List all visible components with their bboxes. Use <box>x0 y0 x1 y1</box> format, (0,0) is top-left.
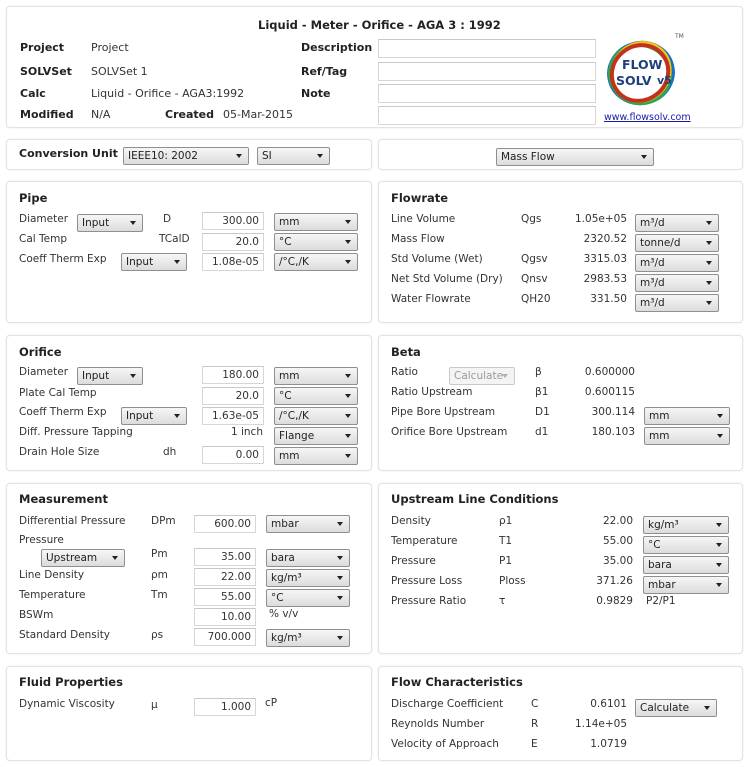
upstream-value: 35.00 <box>602 555 633 567</box>
orifice-caltemp-unit-value: °C <box>279 390 292 402</box>
chevron-down-icon <box>345 454 351 458</box>
orifice-caltemp-input[interactable]: 20.0 <box>202 387 264 405</box>
project-label: Project <box>20 41 65 54</box>
reynolds-value: 1.14e+05 <box>575 718 627 730</box>
unit-system-select[interactable] <box>257 147 330 165</box>
pipe-caltemp-label: Cal Temp <box>19 233 68 245</box>
standard-density-unit-select[interactable] <box>266 629 350 647</box>
discharge-coeff-symbol: C <box>531 698 539 710</box>
flowrate-value: 2983.53 <box>583 273 627 285</box>
upstream-unit-value: °C <box>648 539 661 551</box>
reftag-label: Ref/Tag <box>301 65 348 78</box>
orifice-title: Orifice <box>19 345 62 359</box>
orifice-diameter-input[interactable]: 180.00 <box>202 366 264 384</box>
temperature-unit-select[interactable] <box>266 589 350 607</box>
chevron-down-icon <box>174 260 180 264</box>
viscosity-label: Dynamic Viscosity <box>19 698 115 710</box>
upstream-label: Pressure Loss <box>391 575 463 587</box>
chevron-down-icon <box>345 434 351 438</box>
velocity-approach-value: 1.0719 <box>590 738 627 750</box>
pipe-caltemp-unit-select[interactable] <box>274 233 358 251</box>
flowrate-unit-select[interactable] <box>635 254 719 272</box>
viscosity-input[interactable]: 1.000 <box>194 698 256 716</box>
description-label: Description <box>301 41 373 54</box>
pressure-location-select[interactable] <box>41 549 125 567</box>
upstream-symbol: P1 <box>499 555 513 567</box>
flowrate-unit-value: m³/d <box>640 257 665 269</box>
velocity-approach-symbol: E <box>531 738 538 750</box>
line-density-unit-value: kg/m³ <box>271 572 302 584</box>
orifice-drainhole-unit-value: mm <box>279 450 300 462</box>
beta-ratio-value: 0.600000 <box>584 366 635 378</box>
reynolds-label: Reynolds Number <box>391 718 485 730</box>
chevron-down-icon <box>345 260 351 264</box>
chevron-down-icon <box>716 523 722 527</box>
line-density-input[interactable]: 22.00 <box>194 568 256 586</box>
orifice-tapping-label: Diff. Pressure Tapping <box>19 426 133 438</box>
solvset-value: SOLVSet 1 <box>91 65 148 78</box>
flowrate-unit-value: tonne/d <box>640 237 681 249</box>
flow-mode-panel <box>378 139 743 170</box>
upstream-value: 55.00 <box>602 535 633 547</box>
discharge-coeff-value: 0.6101 <box>590 698 627 710</box>
diff-pressure-symbol: DPm <box>151 515 176 527</box>
flowrate-unit-select[interactable] <box>635 234 719 252</box>
orifice-panel <box>6 335 372 471</box>
beta-ratio-upstream-value: 0.600115 <box>584 386 635 398</box>
beta-panel <box>378 335 743 471</box>
chevron-down-icon <box>345 374 351 378</box>
chevron-down-icon <box>641 155 647 159</box>
pipe-coeff-mode-value: Input <box>126 256 154 268</box>
chevron-down-icon <box>236 154 242 158</box>
flowrate-label: Mass Flow <box>391 233 445 245</box>
pipe-bore-upstream-label: Pipe Bore Upstream <box>391 406 496 418</box>
line-density-label: Line Density <box>19 569 85 581</box>
discharge-coeff-label: Discharge Coefficient <box>391 698 504 710</box>
upstream-value: 0.9829 <box>596 595 633 607</box>
upstream-unit-select[interactable] <box>643 536 729 554</box>
flowrate-unit-select[interactable] <box>635 274 719 292</box>
pipe-coeff-mode-select[interactable] <box>121 253 187 271</box>
upstream-symbol: Ploss <box>499 575 526 587</box>
orifice-drainhole-input[interactable]: 0.00 <box>202 446 264 464</box>
standard-density-label: Standard Density <box>19 629 111 641</box>
flowrate-unit-value: m³/d <box>640 297 665 309</box>
pipe-bore-upstream-symbol: D1 <box>535 406 550 418</box>
flowchar-title: Flow Characteristics <box>391 675 523 689</box>
chevron-down-icon <box>130 374 136 378</box>
orifice-bore-upstream-label: Orifice Bore Upstream <box>391 426 508 438</box>
conversion-panel <box>6 139 372 170</box>
orifice-diameter-label: Diameter <box>19 366 69 378</box>
upstream-unit-value: bara <box>648 559 672 571</box>
chevron-down-icon <box>704 706 710 710</box>
upstream-value: 22.00 <box>602 515 633 527</box>
viscosity-symbol: μ <box>151 699 158 711</box>
flowrate-value: 3315.03 <box>583 253 627 265</box>
upstream-unit-value: kg/m³ <box>648 519 679 531</box>
upstream-unit-select[interactable] <box>643 516 729 534</box>
orifice-caltemp-label: Plate Cal Temp <box>19 387 97 399</box>
orifice-coeff-label: Coeff Therm Exp <box>19 406 107 418</box>
reftag-input[interactable] <box>378 62 596 81</box>
modified-value: N/A <box>91 108 111 121</box>
flow-mode-select[interactable] <box>496 148 654 166</box>
pipe-diameter-input[interactable]: 300.00 <box>202 212 264 230</box>
discharge-coeff-mode-select[interactable] <box>635 699 717 717</box>
pipe-caltemp-input[interactable]: 20.0 <box>202 233 264 251</box>
diff-pressure-input[interactable]: 600.00 <box>194 515 256 533</box>
chevron-down-icon <box>706 301 712 305</box>
pipe-coeff-label: Coeff Therm Exp <box>19 253 107 265</box>
orifice-diameter-mode-select[interactable] <box>77 367 143 385</box>
beta-title: Beta <box>391 345 421 359</box>
diff-pressure-unit-value: mbar <box>271 518 299 530</box>
reynolds-symbol: R <box>531 718 539 730</box>
upstream-label: Temperature <box>391 535 458 547</box>
orifice-coeff-unit-value: /°C,/K <box>279 410 309 422</box>
flowrate-unit-select[interactable] <box>635 294 719 312</box>
chevron-down-icon <box>337 556 343 560</box>
chevron-down-icon <box>130 221 136 225</box>
orifice-tapping-select-value: Flange <box>279 430 315 442</box>
chevron-down-icon <box>706 241 712 245</box>
pressure-label: Pressure <box>19 534 64 546</box>
pressure-input[interactable]: 35.00 <box>194 548 256 566</box>
chevron-down-icon <box>716 563 722 567</box>
diff-pressure-label: Differential Pressure <box>19 515 126 527</box>
flowrate-unit-value: m³/d <box>640 277 665 289</box>
chevron-down-icon <box>716 583 722 587</box>
pipe-title: Pipe <box>19 191 48 205</box>
flowrate-unit-select[interactable] <box>635 214 719 232</box>
pipe-diameter-mode-select[interactable] <box>77 214 143 232</box>
measurement-panel <box>6 483 372 654</box>
flowrate-title: Flowrate <box>391 191 449 205</box>
diff-pressure-unit-select[interactable] <box>266 515 350 533</box>
chevron-down-icon <box>337 576 343 580</box>
beta-ratio-mode-select <box>449 367 515 385</box>
pipe-diameter-mode-value: Input <box>82 217 110 229</box>
flowrate-value: 2320.52 <box>583 233 627 245</box>
calc-value: Liquid - Orifice - AGA3:1992 <box>91 87 245 100</box>
pipe-panel <box>6 181 372 323</box>
orifice-tapping-select[interactable] <box>274 427 358 445</box>
pipe-diameter-symbol: D <box>163 213 172 225</box>
flowrate-label: Net Std Volume (Dry) <box>391 273 503 285</box>
created-value: 05-Mar-2015 <box>223 108 293 121</box>
temperature-label: Temperature <box>19 589 86 601</box>
chevron-down-icon <box>345 220 351 224</box>
line-density-unit-select[interactable] <box>266 569 350 587</box>
bswm-unit: % v/v <box>269 608 299 620</box>
orifice-drainhole-unit-select[interactable] <box>274 447 358 465</box>
pipe-caltemp-symbol: TCalD <box>159 233 190 245</box>
upstream-unit-select[interactable] <box>643 576 729 594</box>
pipe-caltemp-unit-value: °C <box>279 236 292 248</box>
orifice-bore-upstream-value: 180.103 <box>591 426 635 438</box>
chevron-down-icon <box>716 543 722 547</box>
upstream-label: Density <box>391 515 431 527</box>
logo-text-solv: SOLV <box>616 73 652 88</box>
beta-ratio-mode-value: Calculate <box>454 370 504 382</box>
orifice-tapping-value: 1 inch <box>230 426 263 438</box>
fluid-panel <box>6 666 372 761</box>
upstream-unit-value: mbar <box>648 579 676 591</box>
chevron-down-icon <box>345 414 351 418</box>
pipe-bore-upstream-unit-value: mm <box>649 410 670 422</box>
pipe-diameter-label: Diameter <box>19 213 69 225</box>
standard-density-symbol: ρs <box>151 629 164 641</box>
orifice-coeff-unit-select[interactable] <box>274 407 358 425</box>
upstream-unit: P2/P1 <box>646 595 676 607</box>
pipe-diameter-unit-value: mm <box>279 216 300 228</box>
conversion-standard-select[interactable] <box>123 147 249 165</box>
chevron-down-icon <box>502 374 508 378</box>
chevron-down-icon <box>337 636 343 640</box>
flowrate-value: 1.05e+05 <box>575 213 627 225</box>
flowrate-symbol: Qgsv <box>521 253 548 265</box>
chevron-down-icon <box>112 556 118 560</box>
upstream-symbol: T1 <box>499 535 513 547</box>
pressure-location-value: Upstream <box>46 552 98 564</box>
upstream-symbol: τ <box>499 595 506 607</box>
orifice-diameter-mode-value: Input <box>82 370 110 382</box>
flowrate-symbol: QH20 <box>521 293 551 305</box>
logo-text-flow: FLOW <box>622 57 663 72</box>
page-title: Liquid - Meter - Orifice - AGA 3 : 1992 <box>258 18 501 32</box>
fluid-title: Fluid Properties <box>19 675 123 689</box>
orifice-bore-upstream-symbol: d1 <box>535 426 549 438</box>
chevron-down-icon <box>717 414 723 418</box>
header-panel <box>6 6 743 128</box>
created-label: Created <box>165 108 214 121</box>
flowrate-unit-value: m³/d <box>640 217 665 229</box>
temperature-unit-value: °C <box>271 592 284 604</box>
flowrate-label: Line Volume <box>391 213 456 225</box>
upstream-unit-select[interactable] <box>643 556 729 574</box>
temperature-input[interactable]: 55.00 <box>194 588 256 606</box>
chevron-down-icon <box>706 221 712 225</box>
upstream-label: Pressure Ratio <box>391 595 467 607</box>
chevron-down-icon <box>706 281 712 285</box>
pressure-unit-value: bara <box>271 552 295 564</box>
orifice-coeff-mode-select[interactable] <box>121 407 187 425</box>
calc-label: Calc <box>20 87 46 100</box>
velocity-approach-label: Velocity of Approach <box>391 738 499 750</box>
logo-version: v5 <box>657 74 672 87</box>
project-value: Project <box>91 41 129 54</box>
beta-ratio-upstream-label: Ratio Upstream <box>391 386 473 398</box>
flow-mode-value: Mass Flow <box>501 151 555 163</box>
upstream-symbol: ρ1 <box>499 515 513 527</box>
measurement-title: Measurement <box>19 492 108 506</box>
pressure-symbol: Pm <box>151 548 168 560</box>
orifice-diameter-unit-select[interactable] <box>274 367 358 385</box>
line-density-symbol: ρm <box>151 569 168 581</box>
note-input[interactable] <box>378 84 596 103</box>
flowrate-label: Water Flowrate <box>391 293 471 305</box>
viscosity-unit: cP <box>265 697 278 709</box>
orifice-bore-upstream-unit-select[interactable] <box>644 427 730 445</box>
note-input-2[interactable] <box>378 106 596 125</box>
standard-density-unit-value: kg/m³ <box>271 632 302 644</box>
flowrate-symbol: Qnsv <box>521 273 548 285</box>
description-input[interactable] <box>378 39 596 58</box>
chevron-down-icon <box>345 394 351 398</box>
unit-system-value: SI <box>262 150 272 162</box>
beta-ratio-upstream-symbol: β1 <box>535 386 549 398</box>
orifice-diameter-unit-value: mm <box>279 370 300 382</box>
chevron-down-icon <box>174 414 180 418</box>
pipe-coeff-input[interactable]: 1.08e-05 <box>202 253 264 271</box>
chevron-down-icon <box>337 596 343 600</box>
pipe-diameter-unit-select[interactable] <box>274 213 358 231</box>
beta-ratio-label: Ratio <box>391 366 418 378</box>
conversion-standard-value: IEEE10: 2002 <box>128 150 198 162</box>
chevron-down-icon <box>317 154 323 158</box>
modified-label: Modified <box>20 108 74 121</box>
flowsolv-logo <box>603 33 687 109</box>
logo-tm: TM <box>675 33 684 40</box>
temperature-symbol: Tm <box>151 589 168 601</box>
orifice-drainhole-symbol: dh <box>163 446 177 458</box>
upstream-value: 371.26 <box>596 575 633 587</box>
chevron-down-icon <box>337 522 343 526</box>
pipe-bore-upstream-value: 300.114 <box>591 406 635 418</box>
orifice-coeff-input[interactable]: 1.63e-05 <box>202 407 264 425</box>
conversion-unit-label: Conversion Unit <box>19 147 118 160</box>
bswm-label: BSWm <box>19 609 54 621</box>
upstream-title: Upstream Line Conditions <box>391 492 559 506</box>
upstream-panel <box>378 483 743 654</box>
pipe-coeff-unit-select[interactable] <box>274 253 358 271</box>
discharge-coeff-mode-value: Calculate <box>640 702 690 714</box>
orifice-coeff-mode-value: Input <box>126 410 154 422</box>
bswm-input[interactable]: 10.00 <box>194 608 256 626</box>
flowrate-panel <box>378 181 743 323</box>
orifice-bore-upstream-unit-value: mm <box>649 430 670 442</box>
orifice-drainhole-label: Drain Hole Size <box>19 446 100 458</box>
flow-characteristics-panel <box>378 666 743 761</box>
chevron-down-icon <box>345 240 351 244</box>
solvset-label: SOLVSet <box>20 65 72 78</box>
chevron-down-icon <box>717 434 723 438</box>
pressure-unit-select[interactable] <box>266 549 350 567</box>
upstream-label: Pressure <box>391 555 436 567</box>
standard-density-input[interactable]: 700.000 <box>194 628 256 646</box>
pipe-bore-upstream-unit-select[interactable] <box>644 407 730 425</box>
flowrate-value: 331.50 <box>590 293 627 305</box>
pipe-coeff-unit-value: /°C,/K <box>279 256 309 268</box>
flowrate-symbol: Qgs <box>521 213 542 225</box>
orifice-caltemp-unit-select[interactable] <box>274 387 358 405</box>
note-label: Note <box>301 87 331 100</box>
website-link[interactable]: www.flowsolv.com <box>604 112 691 123</box>
beta-ratio-symbol: β <box>535 366 542 378</box>
chevron-down-icon <box>706 261 712 265</box>
flowrate-label: Std Volume (Wet) <box>391 253 483 265</box>
